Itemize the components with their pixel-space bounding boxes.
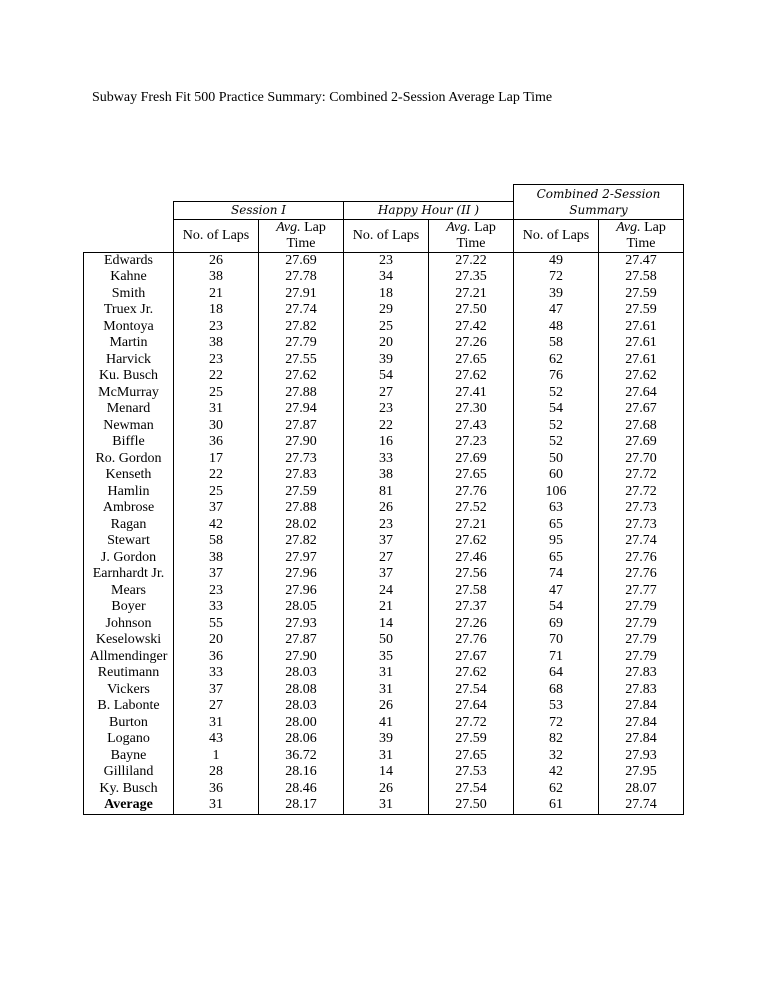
hh-laps-cell: 14 — [344, 616, 429, 633]
s1-laps-cell: 23 — [174, 352, 259, 369]
c-laps-cell: 52 — [514, 418, 599, 435]
c-avg-cell: 27.84 — [599, 715, 684, 732]
document-title: Subway Fresh Fit 500 Practice Summary: Combined 2-Session Average Lap Time — [92, 90, 553, 105]
c-laps-cell: 61 — [514, 797, 599, 814]
driver-cell: Logano — [84, 731, 174, 748]
s1-laps-cell: 23 — [174, 319, 259, 336]
table-row — [84, 286, 684, 303]
hh-laps-cell: 23 — [344, 401, 429, 418]
avg-time-word: Time — [456, 235, 486, 251]
driver-cell: Reutimann — [84, 665, 174, 682]
s1-avg-cell: 27.93 — [259, 616, 344, 633]
driver-cell: Mears — [84, 583, 174, 600]
c-avg-cell: 27.73 — [599, 500, 684, 517]
c-avg-cell: 27.79 — [599, 599, 684, 616]
s1-laps-cell: 1 — [174, 748, 259, 765]
c-avg-cell: 27.70 — [599, 451, 684, 468]
s1-avg-cell: 27.88 — [259, 385, 344, 402]
hh-avg-cell: 27.41 — [429, 385, 514, 402]
c-laps-cell: 42 — [514, 764, 599, 781]
avg-italic: Avg. — [616, 219, 641, 235]
c-avg-cell: 27.64 — [599, 385, 684, 402]
col-header-c-avg — [599, 219, 684, 252]
c-laps-cell: 62 — [514, 781, 599, 798]
hh-avg-cell: 27.76 — [429, 484, 514, 501]
hh-avg-cell: 27.26 — [429, 335, 514, 352]
driver-cell: Gilliland — [84, 764, 174, 781]
hh-laps-cell: 14 — [344, 764, 429, 781]
hh-avg-cell: 27.67 — [429, 649, 514, 666]
driver-cell: Martin — [84, 335, 174, 352]
c-laps-cell: 48 — [514, 319, 599, 336]
driver-cell: Burton — [84, 715, 174, 732]
driver-cell: Vickers — [84, 682, 174, 699]
table-row — [84, 418, 684, 435]
c-laps-cell: 49 — [514, 252, 599, 269]
s1-avg-cell: 27.83 — [259, 467, 344, 484]
hh-avg-cell: 27.22 — [429, 252, 514, 269]
hh-laps-cell: 26 — [344, 500, 429, 517]
driver-cell: Edwards — [84, 252, 174, 269]
s1-avg-cell: 27.82 — [259, 319, 344, 336]
s1-avg-cell: 27.55 — [259, 352, 344, 369]
hh-laps-cell: 31 — [344, 682, 429, 699]
driver-cell: Ro. Gordon — [84, 451, 174, 468]
c-avg-cell: 27.76 — [599, 566, 684, 583]
c-laps-cell: 58 — [514, 335, 599, 352]
table-row — [84, 484, 684, 501]
col-header-s1-laps: No. of Laps — [174, 219, 259, 252]
table-row — [84, 302, 684, 319]
hh-avg-cell: 27.54 — [429, 781, 514, 798]
col-header-c-laps: No. of Laps — [514, 219, 599, 252]
c-laps-cell: 39 — [514, 286, 599, 303]
c-laps-cell: 54 — [514, 599, 599, 616]
driver-cell: Boyer — [84, 599, 174, 616]
hh-avg-cell: 27.46 — [429, 550, 514, 567]
s1-laps-cell: 22 — [174, 368, 259, 385]
c-avg-cell: 27.62 — [599, 368, 684, 385]
hh-avg-cell: 27.23 — [429, 434, 514, 451]
s1-laps-cell: 23 — [174, 583, 259, 600]
hh-avg-cell: 27.59 — [429, 731, 514, 748]
hh-avg-cell: 27.65 — [429, 748, 514, 765]
c-avg-cell: 27.59 — [599, 302, 684, 319]
s1-laps-cell: 26 — [174, 252, 259, 269]
driver-cell: Average — [84, 797, 174, 814]
driver-cell: Ambrose — [84, 500, 174, 517]
s1-avg-cell: 27.88 — [259, 500, 344, 517]
table-row — [84, 500, 684, 517]
c-laps-cell: 70 — [514, 632, 599, 649]
table-row — [84, 649, 684, 666]
hh-avg-cell: 27.54 — [429, 682, 514, 699]
table-row — [84, 269, 684, 286]
c-laps-cell: 71 — [514, 649, 599, 666]
s1-laps-cell: 20 — [174, 632, 259, 649]
table-row — [84, 616, 684, 633]
s1-laps-cell: 43 — [174, 731, 259, 748]
hh-laps-cell: 23 — [344, 517, 429, 534]
s1-laps-cell: 36 — [174, 649, 259, 666]
s1-avg-cell: 28.03 — [259, 665, 344, 682]
c-laps-cell: 106 — [514, 484, 599, 501]
s1-avg-cell: 28.02 — [259, 517, 344, 534]
hh-laps-cell: 34 — [344, 269, 429, 286]
driver-cell: J. Gordon — [84, 550, 174, 567]
c-avg-cell: 27.74 — [599, 533, 684, 550]
driver-cell: Johnson — [84, 616, 174, 633]
driver-cell: Earnhardt Jr. — [84, 566, 174, 583]
c-avg-cell: 28.07 — [599, 781, 684, 798]
hh-laps-cell: 39 — [344, 352, 429, 369]
s1-avg-cell: 27.94 — [259, 401, 344, 418]
hh-avg-cell: 27.21 — [429, 286, 514, 303]
c-laps-cell: 53 — [514, 698, 599, 715]
table-row — [84, 781, 684, 798]
s1-avg-cell: 27.82 — [259, 533, 344, 550]
hh-laps-cell: 27 — [344, 550, 429, 567]
hh-laps-cell: 26 — [344, 781, 429, 798]
s1-avg-cell: 27.87 — [259, 418, 344, 435]
hh-laps-cell: 35 — [344, 649, 429, 666]
s1-avg-cell: 28.17 — [259, 797, 344, 814]
table-row — [84, 451, 684, 468]
driver-cell: Ragan — [84, 517, 174, 534]
s1-avg-cell: 28.05 — [259, 599, 344, 616]
table-row — [84, 566, 684, 583]
column-header-row — [84, 219, 684, 252]
table-row — [84, 252, 684, 269]
hh-laps-cell: 27 — [344, 385, 429, 402]
s1-avg-cell: 27.74 — [259, 302, 344, 319]
hh-laps-cell: 29 — [344, 302, 429, 319]
driver-cell: Stewart — [84, 533, 174, 550]
hh-laps-cell: 37 — [344, 533, 429, 550]
c-avg-cell: 27.67 — [599, 401, 684, 418]
s1-avg-cell: 27.87 — [259, 632, 344, 649]
s1-laps-cell: 17 — [174, 451, 259, 468]
table-row — [84, 665, 684, 682]
c-avg-cell: 27.73 — [599, 517, 684, 534]
s1-laps-cell: 36 — [174, 434, 259, 451]
hh-avg-cell: 27.26 — [429, 616, 514, 633]
table-row — [84, 467, 684, 484]
s1-laps-cell: 31 — [174, 797, 259, 814]
driver-cell: B. Labonte — [84, 698, 174, 715]
hh-avg-cell: 27.76 — [429, 632, 514, 649]
hh-laps-cell: 41 — [344, 715, 429, 732]
s1-laps-cell: 31 — [174, 715, 259, 732]
hh-avg-cell: 27.62 — [429, 368, 514, 385]
c-avg-cell: 27.93 — [599, 748, 684, 765]
driver-cell: Newman — [84, 418, 174, 435]
s1-laps-cell: 55 — [174, 616, 259, 633]
s1-avg-cell: 28.46 — [259, 781, 344, 798]
avg-rest: Lap — [300, 219, 326, 235]
s1-laps-cell: 31 — [174, 401, 259, 418]
avg-rest: Lap — [640, 219, 666, 235]
hh-laps-cell: 25 — [344, 319, 429, 336]
hh-laps-cell: 31 — [344, 797, 429, 814]
c-laps-cell: 64 — [514, 665, 599, 682]
c-avg-cell: 27.79 — [599, 649, 684, 666]
hh-avg-cell: 27.52 — [429, 500, 514, 517]
hh-laps-cell: 33 — [344, 451, 429, 468]
s1-avg-cell: 27.96 — [259, 566, 344, 583]
s1-avg-cell: 27.69 — [259, 252, 344, 269]
s1-laps-cell: 38 — [174, 550, 259, 567]
c-avg-cell: 27.58 — [599, 269, 684, 286]
avg-italic: Avg. — [446, 219, 471, 235]
s1-laps-cell: 21 — [174, 286, 259, 303]
hh-laps-cell: 39 — [344, 731, 429, 748]
c-laps-cell: 95 — [514, 533, 599, 550]
table-row — [84, 401, 684, 418]
hh-avg-cell: 27.69 — [429, 451, 514, 468]
group-header-combined: Combined 2-Session Summary — [514, 185, 684, 220]
driver-cell: Bayne — [84, 748, 174, 765]
hh-avg-cell: 27.56 — [429, 566, 514, 583]
practice-summary-table — [83, 184, 684, 815]
c-laps-cell: 68 — [514, 682, 599, 699]
s1-laps-cell: 37 — [174, 566, 259, 583]
s1-laps-cell: 25 — [174, 385, 259, 402]
hh-avg-cell: 27.37 — [429, 599, 514, 616]
hh-laps-cell: 81 — [344, 484, 429, 501]
s1-avg-cell: 28.08 — [259, 682, 344, 699]
s1-avg-cell: 27.91 — [259, 286, 344, 303]
hh-avg-cell: 27.30 — [429, 401, 514, 418]
hh-laps-cell: 31 — [344, 665, 429, 682]
hh-laps-cell: 38 — [344, 467, 429, 484]
hh-laps-cell: 20 — [344, 335, 429, 352]
s1-avg-cell: 27.90 — [259, 649, 344, 666]
hh-avg-cell: 27.53 — [429, 764, 514, 781]
hh-laps-cell: 37 — [344, 566, 429, 583]
hh-laps-cell: 18 — [344, 286, 429, 303]
s1-laps-cell: 36 — [174, 781, 259, 798]
s1-avg-cell: 27.62 — [259, 368, 344, 385]
hh-laps-cell: 31 — [344, 748, 429, 765]
s1-avg-cell: 27.78 — [259, 269, 344, 286]
avg-italic: Avg. — [276, 219, 301, 235]
c-laps-cell: 52 — [514, 385, 599, 402]
table-row — [84, 517, 684, 534]
driver-cell: Hamlin — [84, 484, 174, 501]
c-laps-cell: 62 — [514, 352, 599, 369]
table-row — [84, 368, 684, 385]
c-laps-cell: 32 — [514, 748, 599, 765]
s1-avg-cell: 27.97 — [259, 550, 344, 567]
group-header-session1: Session I — [174, 202, 344, 220]
table-row — [84, 319, 684, 336]
col-header-hh-avg — [429, 219, 514, 252]
c-laps-cell: 82 — [514, 731, 599, 748]
s1-avg-cell: 27.59 — [259, 484, 344, 501]
c-avg-cell: 27.95 — [599, 764, 684, 781]
s1-laps-cell: 37 — [174, 682, 259, 699]
hh-avg-cell: 27.42 — [429, 319, 514, 336]
table-row — [84, 434, 684, 451]
c-laps-cell: 50 — [514, 451, 599, 468]
table-row — [84, 764, 684, 781]
c-avg-cell: 27.84 — [599, 731, 684, 748]
c-laps-cell: 72 — [514, 715, 599, 732]
hh-avg-cell: 27.72 — [429, 715, 514, 732]
table-row — [84, 632, 684, 649]
driver-cell: Biffle — [84, 434, 174, 451]
driver-cell: Montoya — [84, 319, 174, 336]
s1-laps-cell: 42 — [174, 517, 259, 534]
driver-cell: McMurray — [84, 385, 174, 402]
hh-avg-cell: 27.65 — [429, 352, 514, 369]
c-laps-cell: 76 — [514, 368, 599, 385]
driver-cell: Kenseth — [84, 467, 174, 484]
hh-avg-cell: 27.62 — [429, 665, 514, 682]
c-avg-cell: 27.47 — [599, 252, 684, 269]
c-avg-cell: 27.79 — [599, 632, 684, 649]
group-header-happy-hour: Happy Hour (II ) — [344, 202, 514, 220]
avg-rest: Lap — [470, 219, 496, 235]
table-row — [84, 698, 684, 715]
hh-laps-cell: 50 — [344, 632, 429, 649]
s1-laps-cell: 33 — [174, 599, 259, 616]
driver-cell: Kahne — [84, 269, 174, 286]
c-avg-cell: 27.69 — [599, 434, 684, 451]
driver-cell: Harvick — [84, 352, 174, 369]
table-row — [84, 715, 684, 732]
table-row — [84, 335, 684, 352]
c-laps-cell: 63 — [514, 500, 599, 517]
c-avg-cell: 27.79 — [599, 616, 684, 633]
table-row — [84, 385, 684, 402]
c-avg-cell: 27.83 — [599, 665, 684, 682]
hh-laps-cell: 16 — [344, 434, 429, 451]
s1-avg-cell: 27.73 — [259, 451, 344, 468]
col-header-hh-laps: No. of Laps — [344, 219, 429, 252]
s1-laps-cell: 38 — [174, 269, 259, 286]
c-avg-cell: 27.72 — [599, 484, 684, 501]
s1-avg-cell: 28.16 — [259, 764, 344, 781]
c-avg-cell: 27.72 — [599, 467, 684, 484]
s1-laps-cell: 37 — [174, 500, 259, 517]
s1-laps-cell: 33 — [174, 665, 259, 682]
table-row — [84, 682, 684, 699]
hh-laps-cell: 23 — [344, 252, 429, 269]
c-avg-cell: 27.61 — [599, 352, 684, 369]
c-laps-cell: 65 — [514, 550, 599, 567]
header-row-combined — [84, 185, 684, 202]
hh-laps-cell: 22 — [344, 418, 429, 435]
c-avg-cell: 27.76 — [599, 550, 684, 567]
average-row — [84, 797, 684, 814]
driver-cell: Ku. Busch — [84, 368, 174, 385]
c-laps-cell: 54 — [514, 401, 599, 418]
hh-avg-cell: 27.65 — [429, 467, 514, 484]
c-laps-cell: 52 — [514, 434, 599, 451]
s1-laps-cell: 30 — [174, 418, 259, 435]
hh-avg-cell: 27.43 — [429, 418, 514, 435]
s1-laps-cell: 18 — [174, 302, 259, 319]
avg-time-word: Time — [626, 235, 656, 251]
c-laps-cell: 72 — [514, 269, 599, 286]
table-row — [84, 352, 684, 369]
driver-cell: Keselowski — [84, 632, 174, 649]
table-row — [84, 533, 684, 550]
s1-laps-cell: 25 — [174, 484, 259, 501]
table-row — [84, 599, 684, 616]
s1-laps-cell: 38 — [174, 335, 259, 352]
c-avg-cell: 27.61 — [599, 335, 684, 352]
hh-avg-cell: 27.35 — [429, 269, 514, 286]
hh-avg-cell: 27.62 — [429, 533, 514, 550]
s1-laps-cell: 58 — [174, 533, 259, 550]
hh-laps-cell: 54 — [344, 368, 429, 385]
table-row — [84, 583, 684, 600]
c-avg-cell: 27.77 — [599, 583, 684, 600]
driver-cell: Smith — [84, 286, 174, 303]
s1-avg-cell: 36.72 — [259, 748, 344, 765]
c-laps-cell: 69 — [514, 616, 599, 633]
driver-cell: Menard — [84, 401, 174, 418]
c-avg-cell: 27.59 — [599, 286, 684, 303]
c-laps-cell: 47 — [514, 583, 599, 600]
s1-avg-cell: 28.03 — [259, 698, 344, 715]
driver-cell: Allmendinger — [84, 649, 174, 666]
driver-cell: Ky. Busch — [84, 781, 174, 798]
c-laps-cell: 47 — [514, 302, 599, 319]
hh-laps-cell: 21 — [344, 599, 429, 616]
s1-avg-cell: 28.06 — [259, 731, 344, 748]
c-avg-cell: 27.84 — [599, 698, 684, 715]
hh-avg-cell: 27.21 — [429, 517, 514, 534]
table-row — [84, 748, 684, 765]
table-row — [84, 731, 684, 748]
s1-laps-cell: 27 — [174, 698, 259, 715]
hh-avg-cell: 27.64 — [429, 698, 514, 715]
col-header-s1-avg — [259, 219, 344, 252]
s1-laps-cell: 22 — [174, 467, 259, 484]
c-avg-cell: 27.74 — [599, 797, 684, 814]
s1-laps-cell: 28 — [174, 764, 259, 781]
hh-avg-cell: 27.50 — [429, 302, 514, 319]
table-row — [84, 550, 684, 567]
c-laps-cell: 65 — [514, 517, 599, 534]
c-laps-cell: 60 — [514, 467, 599, 484]
s1-avg-cell: 27.96 — [259, 583, 344, 600]
c-laps-cell: 74 — [514, 566, 599, 583]
avg-time-word: Time — [286, 235, 316, 251]
s1-avg-cell: 27.79 — [259, 335, 344, 352]
s1-avg-cell: 28.00 — [259, 715, 344, 732]
hh-laps-cell: 26 — [344, 698, 429, 715]
s1-avg-cell: 27.90 — [259, 434, 344, 451]
hh-avg-cell: 27.58 — [429, 583, 514, 600]
c-avg-cell: 27.68 — [599, 418, 684, 435]
c-avg-cell: 27.83 — [599, 682, 684, 699]
driver-cell: Truex Jr. — [84, 302, 174, 319]
c-avg-cell: 27.61 — [599, 319, 684, 336]
hh-avg-cell: 27.50 — [429, 797, 514, 814]
hh-laps-cell: 24 — [344, 583, 429, 600]
